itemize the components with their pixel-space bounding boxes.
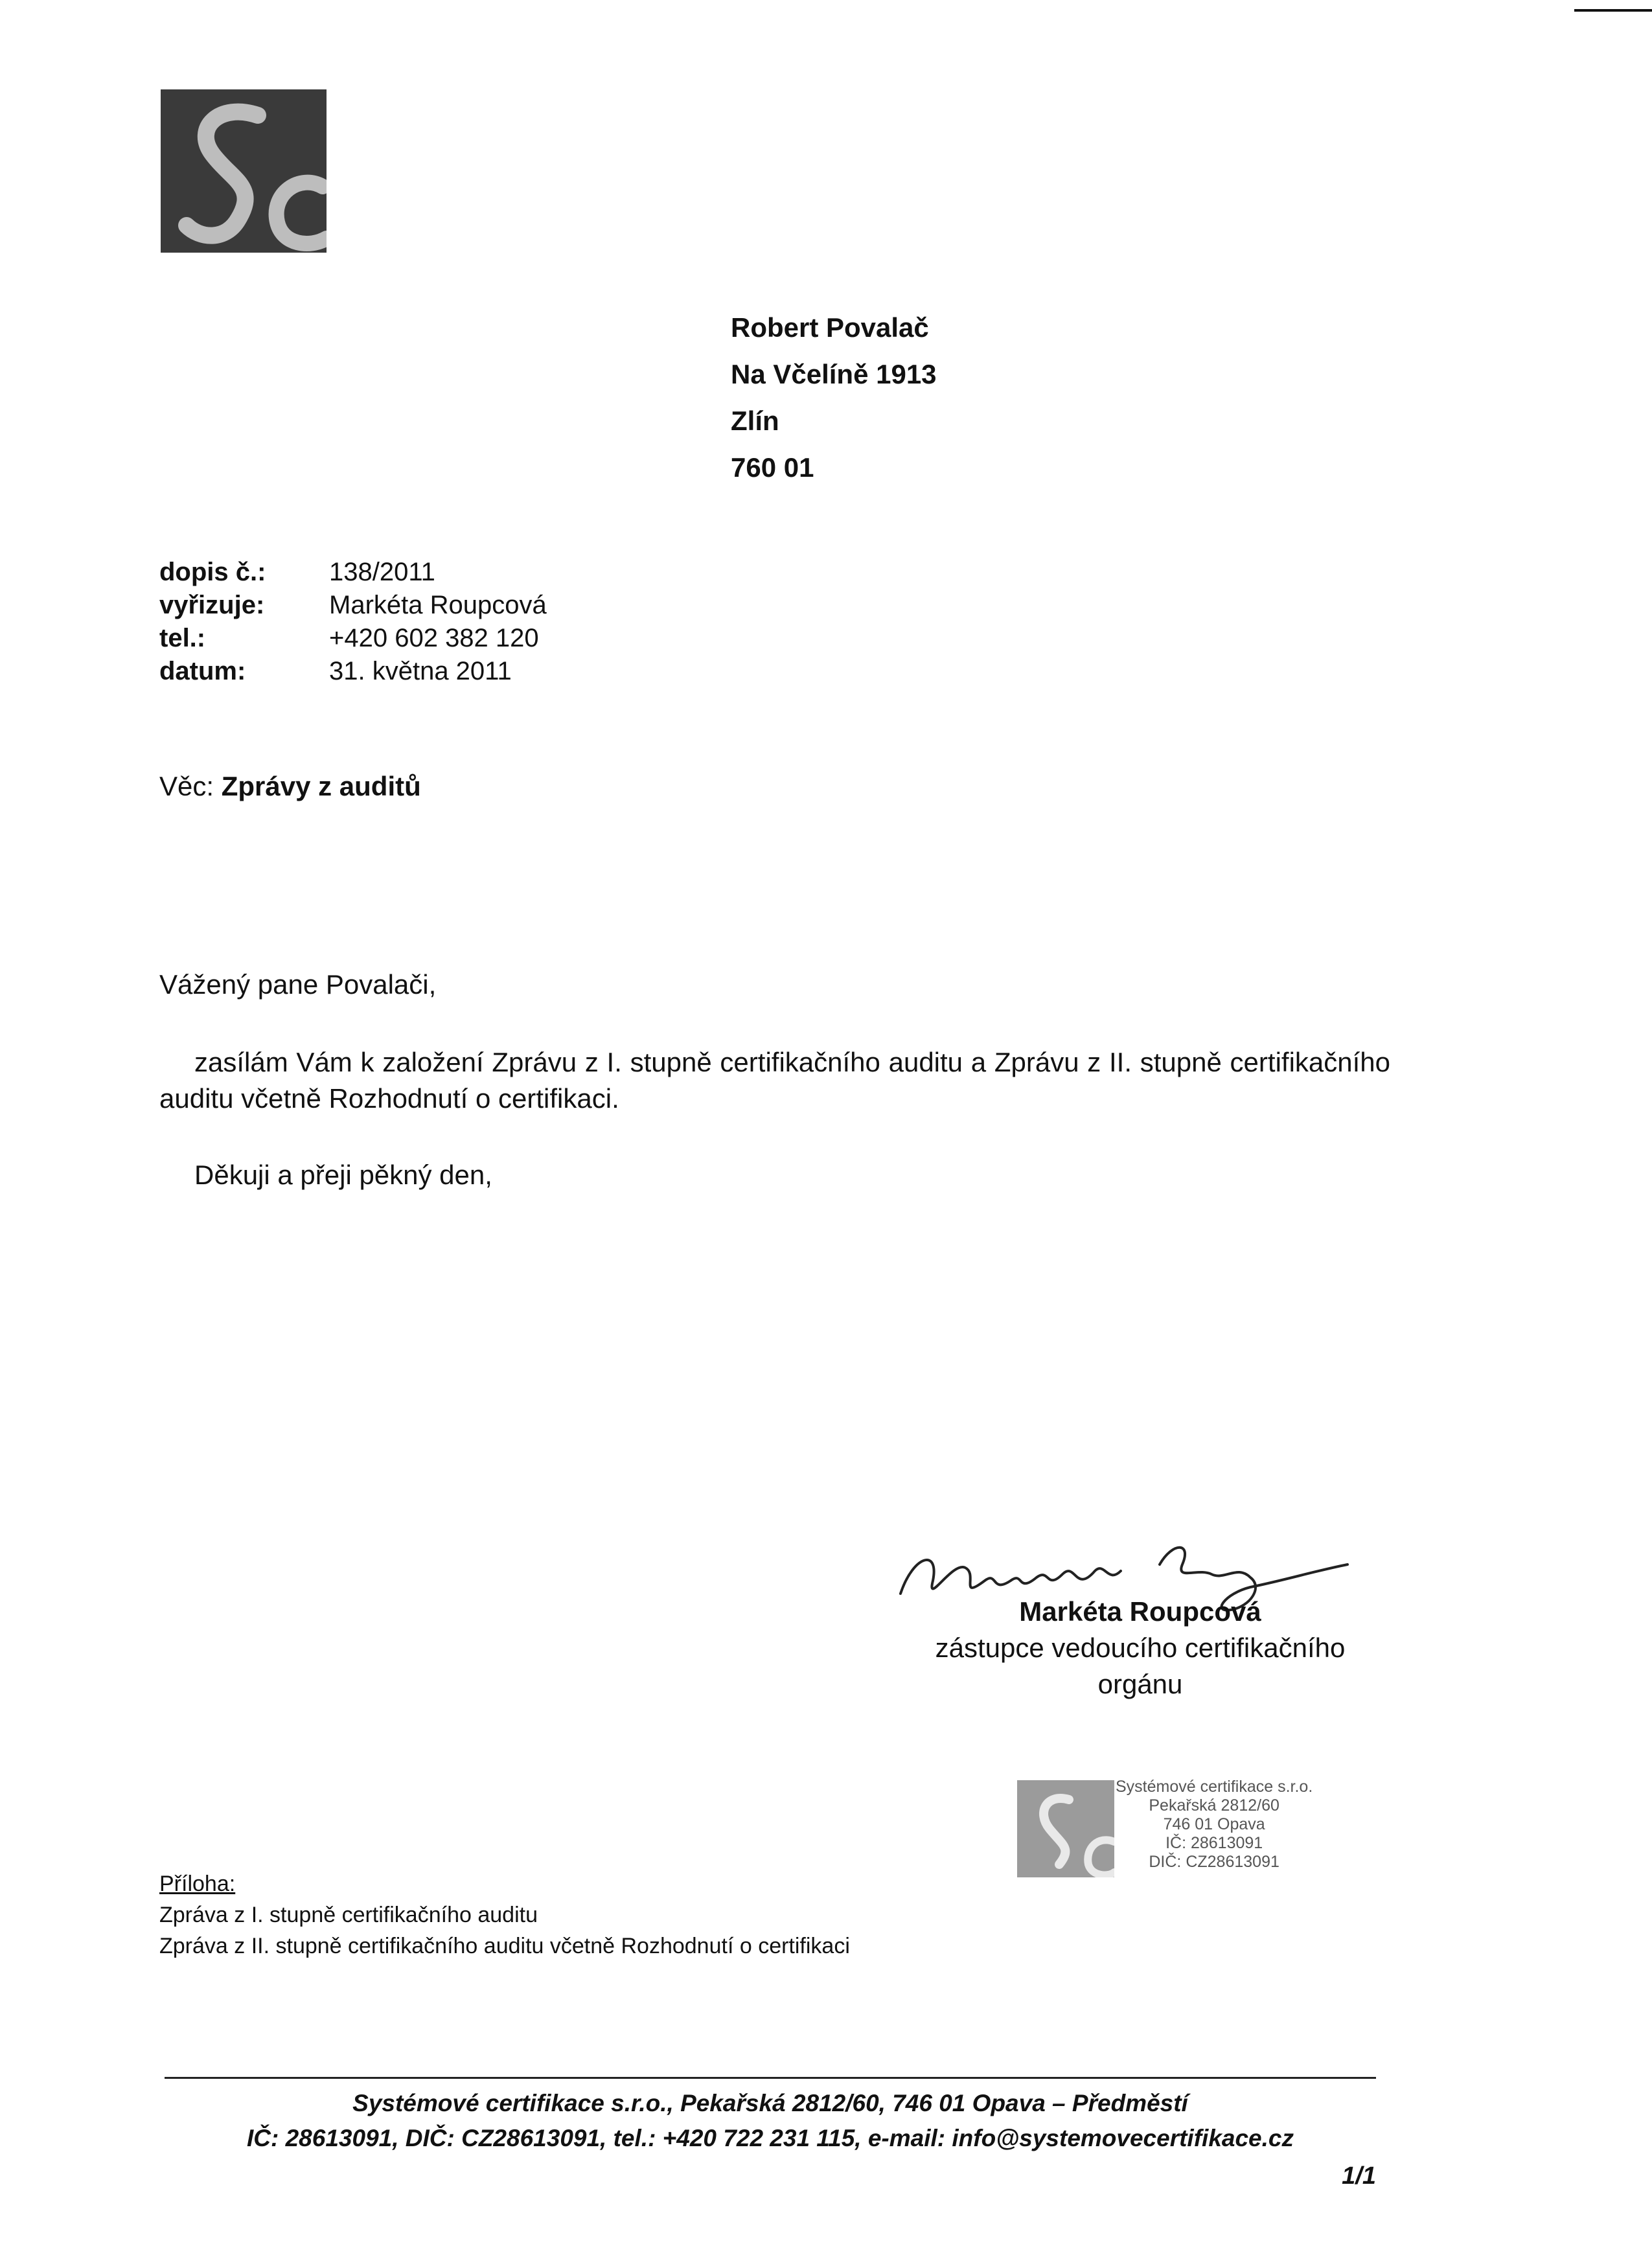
- meta-label: tel.:: [159, 624, 206, 652]
- meta-row-date: [159, 655, 547, 688]
- company-stamp: [1017, 1778, 1315, 1881]
- letter-meta: [159, 556, 547, 688]
- body-paragraph: zasílám Vám k založení Zprávu z I. stupně certifikačního auditu a Zprávu z II. stupně certifikačního auditu včetně Rozhodnutí o certifikaci.: [159, 1047, 1390, 1114]
- scan-artifact-line: [1574, 9, 1652, 12]
- stamp-line: DIČ: CZ28613091: [1149, 1853, 1279, 1871]
- recipient-name: Robert Povalač: [731, 312, 929, 343]
- meta-label: vyřizuje:: [159, 591, 265, 619]
- attachment-item: Zpráva z II. stupně certifikačního auditu včetně Rozhodnutí o certifikaci: [159, 1934, 850, 1958]
- stamp-logo-icon: [1017, 1780, 1114, 1877]
- meta-row-letter-number: [159, 556, 547, 589]
- signer-role-line1: zástupce vedoucího certifikačního: [935, 1632, 1346, 1663]
- signer-role-line2: orgánu: [1097, 1669, 1183, 1699]
- meta-value: +420 602 382 120: [329, 624, 539, 652]
- stamp-line: IČ: 28613091: [1165, 1834, 1263, 1852]
- meta-value: 31. května 2011: [329, 657, 512, 685]
- meta-label: datum:: [159, 657, 246, 685]
- recipient-zip: 760 01: [731, 452, 814, 483]
- footer: [165, 2086, 1376, 2156]
- salutation: Vážený pane Povalači,: [159, 969, 437, 1000]
- recipient-city: Zlín: [731, 406, 779, 436]
- meta-label: dopis č.:: [159, 558, 266, 586]
- subject-value: Zprávy z auditů: [221, 771, 421, 801]
- recipient-address: [731, 304, 937, 491]
- footer-line1: Systémové certifikace s.r.o., Pekařská 2812/60, 746 01 Opava – Předměstí: [352, 2090, 1188, 2116]
- footer-line2: IČ: 28613091, DIČ: CZ28613091, tel.: +420 722 231 115, e-mail: info@systemovecertifikace.cz: [247, 2125, 1294, 2151]
- stamp-line: 746 01 Opava: [1163, 1815, 1265, 1833]
- attachment-item: Zpráva z I. stupně certifikačního auditu: [159, 1903, 538, 1927]
- stamp-line: Pekařská 2812/60: [1149, 1796, 1279, 1815]
- recipient-street: Na Včelíně 1913: [731, 359, 937, 389]
- stamp-text: [1116, 1778, 1313, 1872]
- signer-block: [894, 1594, 1386, 1702]
- meta-value: 138/2011: [329, 558, 435, 586]
- subject-line: [159, 771, 421, 802]
- footer-divider: [165, 2077, 1376, 2079]
- meta-value: Markéta Roupcová: [329, 591, 547, 619]
- attachments-label: Příloha:: [159, 1872, 236, 1896]
- page-number: 1/1: [1342, 2162, 1376, 2190]
- meta-row-handler: [159, 589, 547, 622]
- attachments-block: [159, 1868, 850, 1962]
- closing-line: Děkuji a přeji pěkný den,: [194, 1160, 492, 1190]
- company-logo: [161, 89, 327, 253]
- subject-label: Věc:: [159, 771, 214, 801]
- signer-name: Markéta Roupcová: [1019, 1596, 1261, 1627]
- sc-logo-icon: [161, 89, 327, 253]
- meta-row-phone: [159, 622, 547, 655]
- stamp-line: Systémové certifikace s.r.o.: [1116, 1778, 1313, 1796]
